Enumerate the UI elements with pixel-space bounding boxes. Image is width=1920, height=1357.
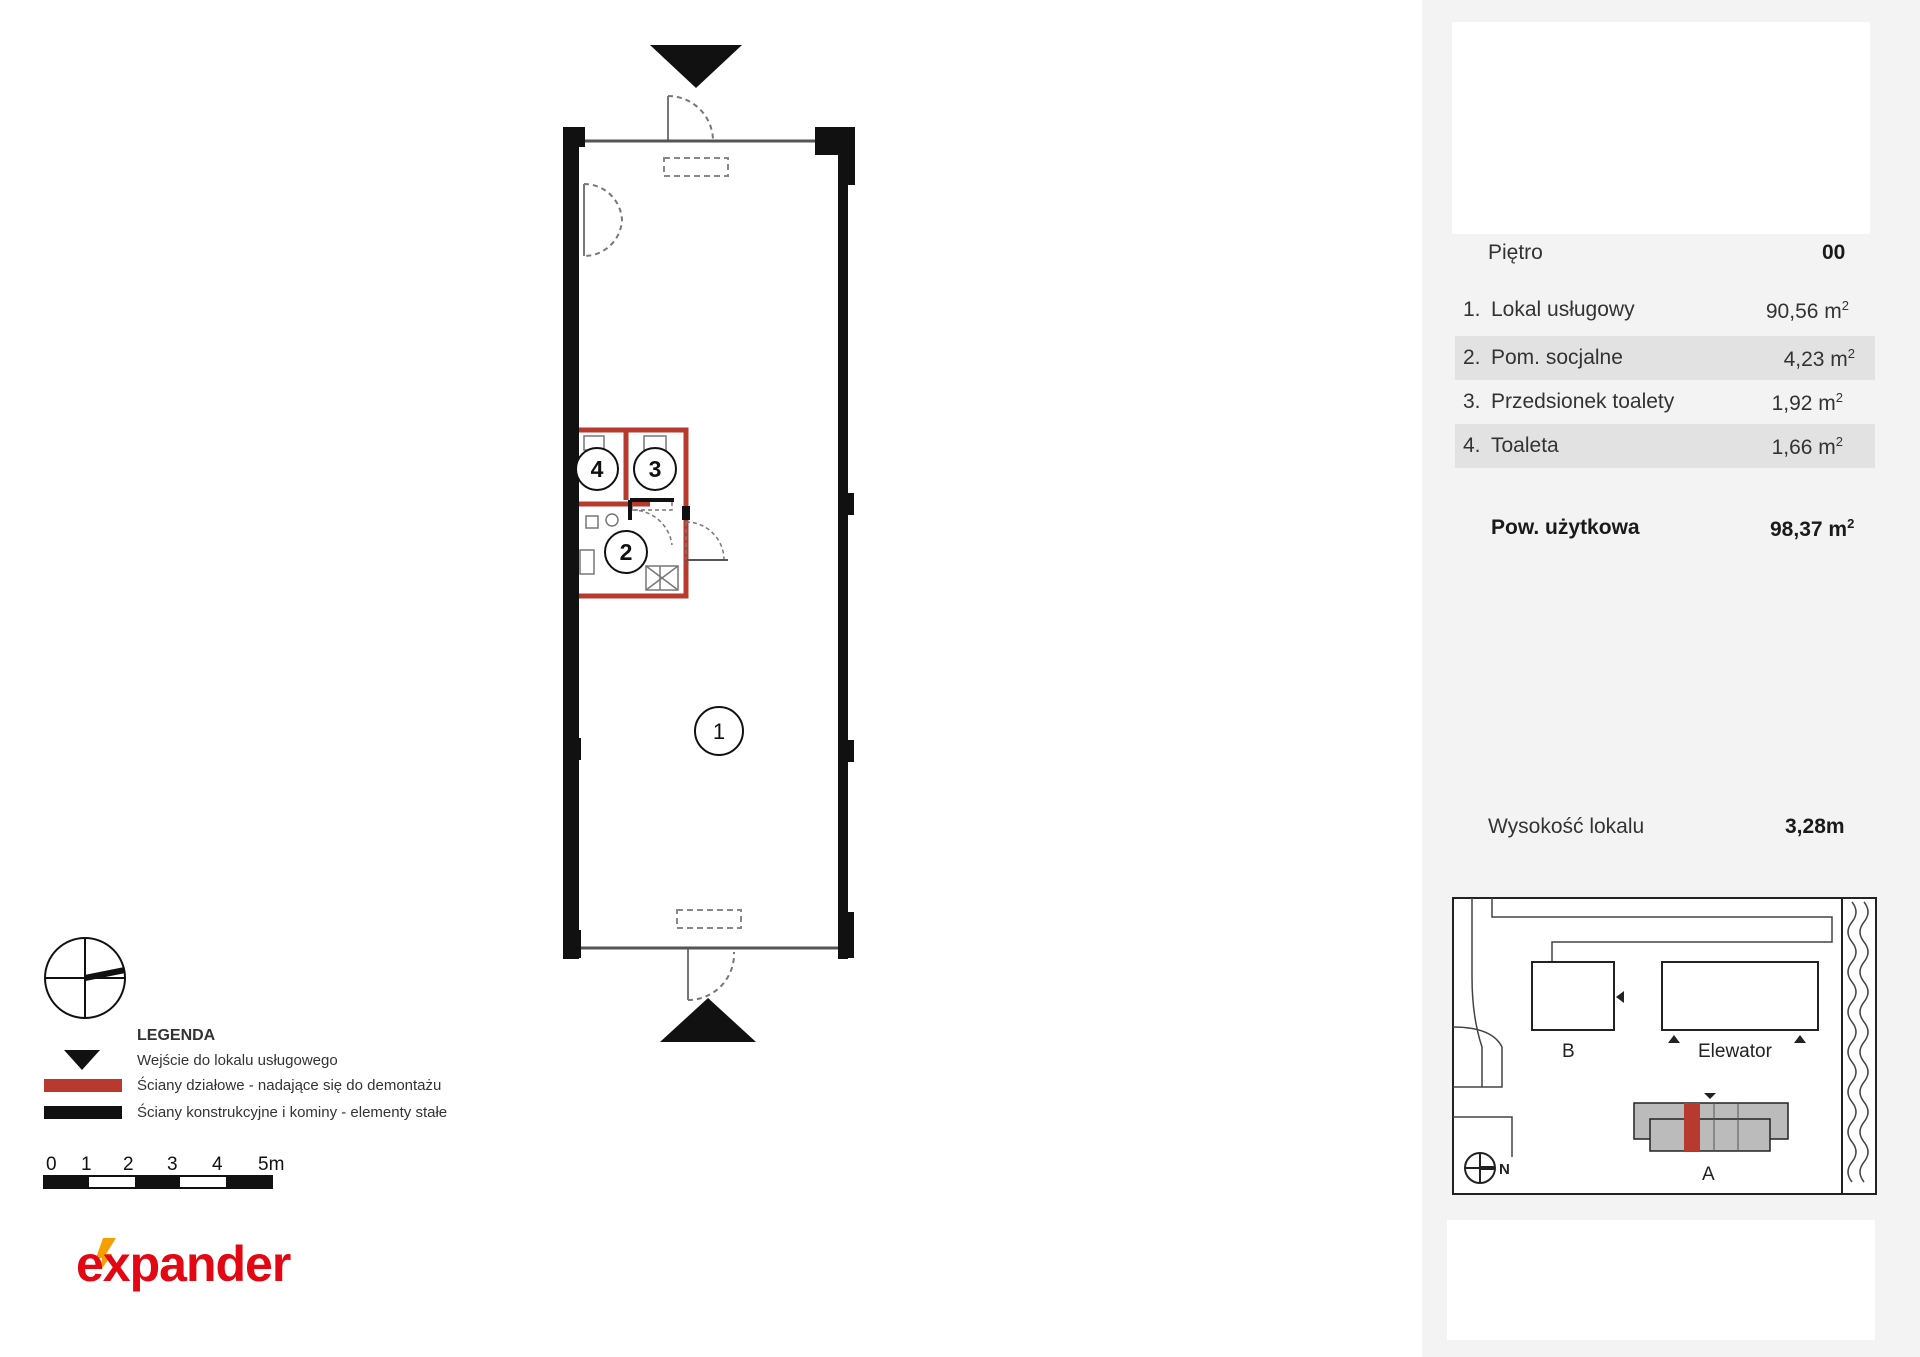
room-row-area: 1,92 $m^2$ [1771,390,1843,415]
room-row-area: 1,66 $m^2$ [1771,434,1843,459]
door-bottom [688,948,734,1000]
entrance-arrow-bottom [660,998,756,1042]
threshold-bottom [677,910,741,928]
room-marker-2 [605,531,647,573]
room-row-number: 4. [1463,434,1481,457]
total-area-label: Pow. użytkowa [1491,516,1640,539]
legend-partition-swatch [44,1079,122,1092]
site-label-north: N [1499,1161,1510,1178]
floor-value: 00 [1822,241,1846,264]
room-marker-1 [695,707,743,755]
total-area-value: 98,37 $m^2$ [1770,516,1855,541]
scale-label-0: 0 [46,1154,57,1175]
site-building-b [1532,962,1614,1030]
entrance-arrow-top [650,45,742,88]
legend-title: LEGENDA [137,1027,216,1044]
room-row-2 [1455,336,1875,380]
svg-text:2: 2 [619,539,633,565]
room-row-number: 2. [1463,346,1481,369]
svg-text:3: 3 [648,456,662,482]
legend-entrance-icon [64,1050,100,1070]
legend-item-structural: Ściany konstrukcyjne i kominy - elementy stałe [137,1104,448,1121]
room-row-number: 1. [1463,298,1481,321]
scale-label-4: 4 [212,1154,223,1175]
room-marker-4 [576,448,618,490]
site-building-elewator [1662,962,1818,1030]
bottom-white-box [1447,1220,1875,1340]
room-row-3 [1455,380,1875,424]
room-row-name: Przedsionek toalety [1491,390,1675,413]
room-row-name: Lokal usługowy [1491,298,1635,321]
expander-logo: expander [76,1236,291,1292]
legend-item-partition: Ściany działowe - nadające się do demontażu [137,1077,442,1094]
height-label: Wysokość lokalu [1488,815,1645,838]
scale-label-5m: 5m [258,1154,285,1175]
scale-label-3: 3 [167,1154,178,1175]
legend-item-entrance: Wejście do lokalu usługowego [137,1052,338,1069]
room-row-name: Pom. socjalne [1491,346,1623,369]
room-row-1 [1455,288,1875,332]
room-row-number: 3. [1463,390,1481,413]
room-row-4 [1455,424,1875,468]
site-label-a: A [1702,1164,1715,1185]
room-marker-3 [634,448,676,490]
scale-label-2: 2 [123,1154,134,1175]
door-upper-left [584,184,622,256]
legend-structural-swatch [44,1106,122,1119]
site-label-b: B [1562,1041,1575,1062]
height-value: 3,28m [1785,815,1845,838]
scale-label-1: 1 [81,1154,92,1175]
floor-label: Piętro [1488,241,1543,264]
door-top [668,96,713,141]
svg-text:4: 4 [590,456,604,482]
compass-icon [45,938,125,1018]
svg-text:1: 1 [712,719,726,744]
room-row-area: 90,56 $m^2$ [1765,298,1849,323]
top-white-box [1452,22,1870,234]
site-plan-map [1452,897,1877,1195]
site-label-elewator: Elewator [1698,1041,1772,1062]
room-row-area: 4,23 $m^2$ [1783,346,1855,371]
scale-bar [44,1176,272,1188]
room-row-name: Toaleta [1491,434,1559,457]
north-indicator-icon [1465,1153,1495,1183]
threshold-top [664,158,728,176]
